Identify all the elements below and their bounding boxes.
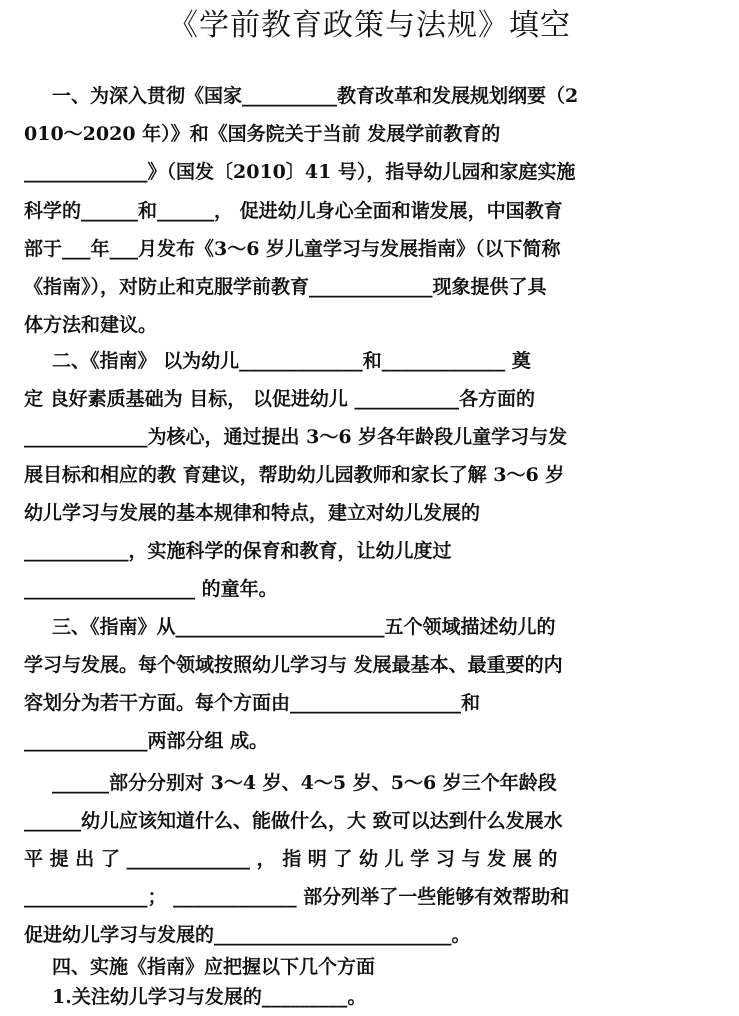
text-line: 科学的______和______， 促进幼儿身心全面和谐发展，中国教育 <box>24 200 563 222</box>
text-line: _____________》（国发〔2010〕41 号），指导幼儿园和家庭实施 <box>24 161 576 183</box>
text-line: 容划分为若干方面。每个方面由__________________和 <box>24 692 481 714</box>
text-line: 四、实施《指南》应把握以下几个方面 <box>52 956 376 978</box>
text-line: ______幼儿应该知道什么、能做什么，大 致可以达到什么发展水 <box>24 810 563 832</box>
text-line: __________________ 的童年。 <box>24 578 278 600</box>
text-line: 定 良好素质基础为 目标， 以促进幼儿 ___________各方面的 <box>24 388 535 410</box>
text-line: _____________两部分组 成。 <box>24 730 269 752</box>
page-title: 《学前教育政策与法规》填空 <box>168 8 571 43</box>
text-line: 幼儿学习与发展的基本规律和特点，建立对幼儿发展的 <box>24 502 481 524</box>
text-line: 学习与发展。每个领域按照幼儿学习与 发展最基本、最重要的内 <box>24 654 563 676</box>
text-line: 三、《指南》从______________________五个领域描述幼儿的 <box>52 616 556 638</box>
text-line: 一、为深入贯彻《国家__________教育改革和发展规划纲要（2 <box>52 85 579 107</box>
text-line: 二、《指南》 以为幼儿_____________和_____________ 奠 <box>52 350 531 372</box>
text-line: _____________为核心，通过提出 3～6 岁各年龄段儿童学习与发 <box>24 426 568 448</box>
text-line: 展目标和相应的教 育建议，帮助幼儿园教师和家长了解 3～6 岁 <box>24 464 565 486</box>
text-line: 1.关注幼儿学习与发展的_________。 <box>52 986 367 1008</box>
text-line: 平 提 出 了 _____________ ， 指 明 了 幼 儿 学 习 与 发 展 的 <box>24 848 558 870</box>
text-line: 体方法和建议。 <box>24 314 158 336</box>
text-line: 010～2020 年）》和《国务院关于当前 发展学前教育的 <box>24 123 501 145</box>
text-line: _____________； _____________ 部分列举了一些能够有效帮助和 <box>24 886 570 908</box>
text-line: 促进幼儿学习与发展的_________________________。 <box>24 924 471 946</box>
text-line: 部于___年___月发布《3～6 岁儿童学习与发展指南》（以下简称 <box>24 238 561 260</box>
text-line: ______部分分别对 3～4 岁、4～5 岁、5～6 岁三个年龄段 <box>52 772 557 794</box>
text-line: 《指南》），对防止和克服学前教育_____________现象提供了具 <box>24 276 547 298</box>
text-line: ___________，实施科学的保育和教育，让幼儿度过 <box>24 540 452 562</box>
